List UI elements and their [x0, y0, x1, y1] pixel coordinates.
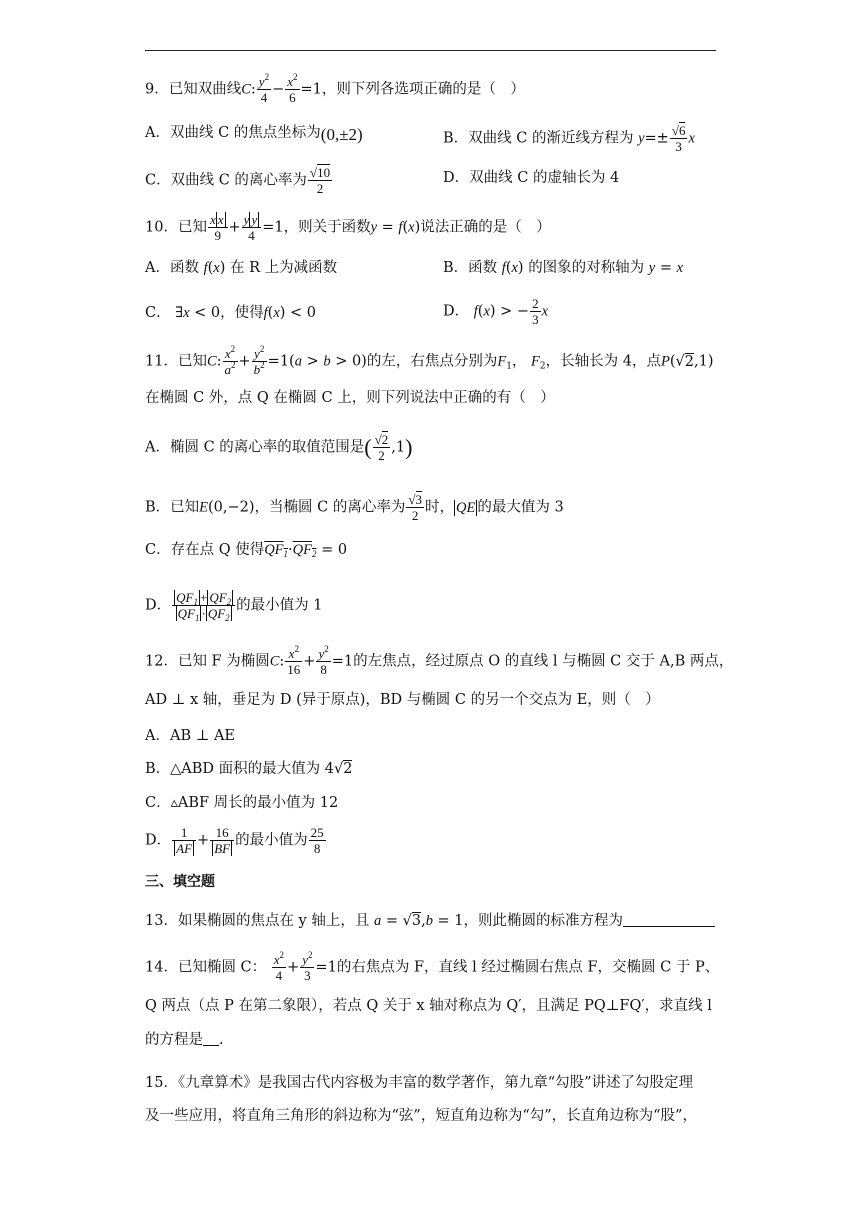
- q9-stem: 9．已知双曲线C: $\frac{y^2}{4}$ − $\frac{x^2}{6}$ =1，则下列各选项正确的是（ ）: [145, 72, 525, 105]
- q9-option-a: A．双曲线 C 的焦点坐标为(0,±2): [145, 125, 363, 144]
- q13: 13．如果椭圆的焦点在 y 轴上，且 a = √3,b = 1，则此椭圆的标准方程为: [145, 911, 715, 931]
- q14-line3: 的方程是 .: [145, 1032, 224, 1048]
- q11-stem: 11．已知C: $\frac{x^2}{a^2}$ + $\frac{y^2}{b^2}$ =1(a > b > 0)的左，右焦点分别为$F_1$， $F_2$，长轴长为 4，点P(√2,1): [145, 344, 714, 377]
- q10-option-d: D． f(x) > − $\frac{2}{3}$ x: [443, 296, 549, 327]
- section-heading: 三、填空题: [145, 874, 215, 890]
- q12-stem-line2: AD ⊥ x 轴，垂足为 D (异于原点)，BD 与椭圆 C 的另一个交点为 E，则（ ）: [145, 692, 660, 708]
- q13-answer-blank[interactable]: [623, 912, 715, 927]
- q9-option-d: D．双曲线 C 的虚轴长为 4: [443, 170, 620, 186]
- q12-option-c: C．▵ABF 周长的最小值为 12: [145, 795, 339, 811]
- q12-option-b: B．△ABD 面积的最大值为 4√2: [145, 761, 353, 777]
- q15-line1: 15．《九章算术》是我国古代内容极为丰富的数学著作，第九章“勾股”讲述了勾股定理: [145, 1075, 694, 1091]
- q11-stem-line2: 在椭圆 C 外，点 Q 在椭圆 C 上，则下列说法中正确的有（ ）: [145, 390, 555, 406]
- q15-line2: 及一些应用，将直角三角形的斜边称为“弦”，短直角边称为“勾”，长直角边称为“股”，: [145, 1108, 697, 1124]
- q14-stem: 14．已知椭圆 C： $\frac{x^2}{4}$ + $\frac{y^2}{3}$ =1的右焦点为 F，直线 l 经过椭圆右焦点 F，交椭圆 C 于 P、: [145, 950, 720, 983]
- q12-option-a: A．AB ⊥ AE: [145, 728, 236, 744]
- q14-line2: Q 两点（点 P 在第二象限），若点 Q 关于 x 轴对称点为 Q′，且满足 PQ⊥FQ′，求直线 l: [145, 998, 712, 1014]
- q11-option-c: C．存在点 Q 使得$QF_1\cdot QF_2 = 0$: [145, 542, 348, 559]
- q12-option-d: D． $\frac{1}{AF}$ + $\frac{16}{BF}$ 的最小值为 $\frac{25}{8}$: [145, 825, 324, 856]
- q10-option-c: C． ∃x < 0，使得f(x) < 0: [145, 305, 317, 321]
- header-rule: [145, 50, 716, 51]
- q11-option-d: D． $\frac{QF_1 + QF_2}{QF_1 \cdot QF_2}$ 的最小值为 1: [145, 590, 323, 623]
- q14-answer-blank[interactable]: [203, 1031, 219, 1046]
- q12-stem: 12．已知 F 为椭圆C: $\frac{x^2}{16}$ + $\frac{y^2}{8}$ =1的左焦点，经过原点 O 的直线 l 与椭圆 C 交于 A,B 两点，: [145, 644, 734, 677]
- q10-option-b: B．函数 f(x) 的图象的对称轴为 y = x: [443, 260, 684, 276]
- q11-option-a: A．椭圆 C 的离心率的取值范围是( $\frac{√2}{2}$ ,1): [145, 432, 413, 463]
- q9-option-c: C．双曲线 C 的离心率为 $\frac{√10}{2}$: [145, 165, 331, 196]
- q9-option-b: B．双曲线 C 的渐近线方程为 y=± $\frac{√6}{3}$ x: [443, 123, 695, 154]
- q10-stem: 10．已知 $\frac{\text{x x}}{9}$ + $\frac{\text{y y}}{4}$ =1，则关于函数y = f(x)说法正确的是（ ）: [145, 212, 551, 243]
- q11-option-b: B．已知E(0,−2)，当椭圆 C 的离心率为 $\frac{√3}{2}$ 时， QE 的最大值为 3: [145, 492, 564, 523]
- q10-option-a: A．函数 f(x) 在 R 上为减函数: [145, 260, 338, 276]
